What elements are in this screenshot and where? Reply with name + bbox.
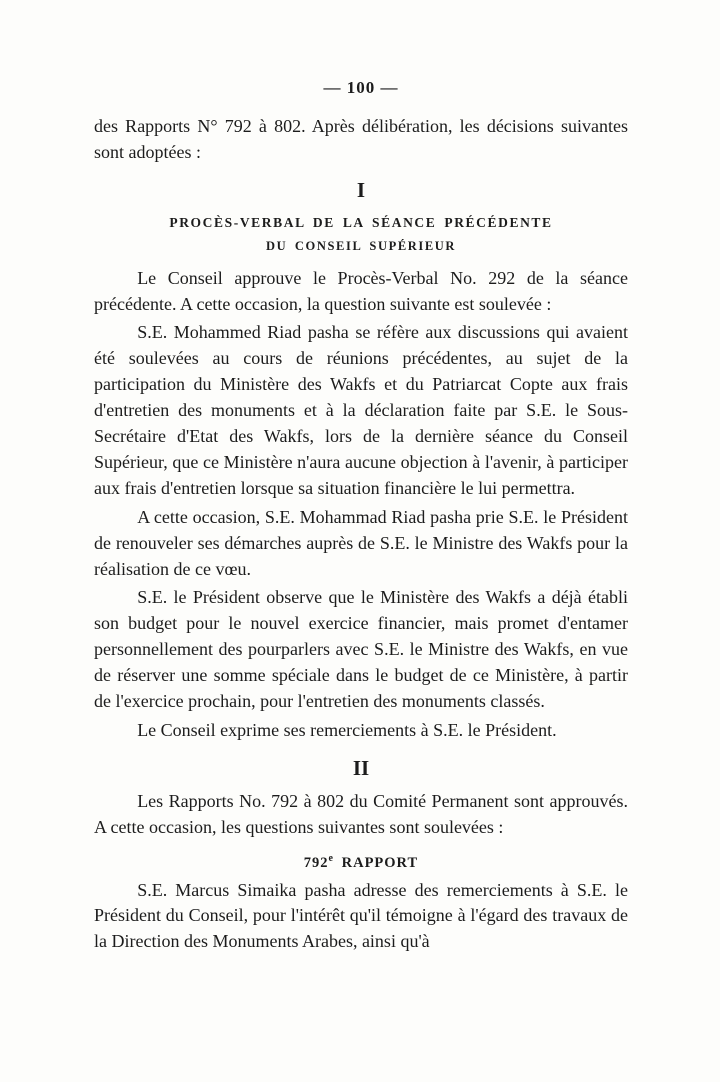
paragraph: S.E. Marcus Simaika pasha adresse des remerciements à S.E. le Président du Conseil, pour l'intérêt qu'il témoigne à l'égard des travaux de la Direction des Monuments Arabes, ainsi qu'à (94, 879, 628, 952)
section-1-heading-line-1: PROCÈS-VERBAL DE LA SÉANCE PRÉCÉDENTE (169, 214, 553, 230)
paragraph: Le Conseil exprime ses remerciements à S.E. le Président. (137, 720, 557, 741)
section-1 (94, 178, 628, 744)
report-number: 792 (303, 854, 329, 871)
report-number-superscript: e (328, 852, 334, 864)
section-2-numeral: II (352, 755, 370, 780)
report-label: RAPPORT (341, 854, 419, 871)
section-1-numeral: I (356, 177, 366, 202)
paragraph: S.E. le Président observe que le Ministère des Wakfs a déjà établi son budget pour le nouvel exercice financier, mais promet d'entamer personnellement des pourparlers avec S.E. le Ministre des Wakfs, en vue de réserver une somme spéciale dans le budget de ce Ministère, à partir de l'exercice prochain, pour l'entretien des monuments classés. (94, 587, 628, 712)
page-number: — 100 — (323, 78, 399, 97)
paragraph: S.E. Mohammed Riad pasha se réfère aux discussions qui avaient été soulevées au cours de réunions précédentes, au sujet de la participation du Ministère des Wakfs et du Patriarcat Copte aux frais d'entretien des monuments et à la déclaration faite par S.E. le Sous-Secrétaire d'Etat des Wakfs, lors de la dernière séance du Conseil Supérieur, que ce Ministère n'aura aucune objection à l'avenir, à participer aux frais d'entretien lorsque sa situation financière le lui permettra. (94, 322, 628, 498)
paragraph: A cette occasion, S.E. Mohammad Riad pasha prie S.E. le Président de renouveler ses démarches auprès de S.E. le Ministre des Wakfs pour la réalisation de ce vœu. (94, 506, 628, 579)
report-792-heading (94, 853, 628, 872)
section-1-heading-line-2: DU CONSEIL SUPÉRIEUR (265, 239, 457, 254)
paragraph: Le Conseil approuve le Procès-Verbal No. 292 de la séance précédente. A cette occasion, la question suivante est soulevée : (94, 267, 628, 314)
intro-paragraph: des Rapports N° 792 à 802. Après délibération, les décisions suivantes sont adoptées : (94, 116, 628, 162)
section-2 (94, 756, 628, 955)
paragraph: Les Rapports No. 792 à 802 du Comité Permanent sont approuvés. A cette occasion, les questions suivantes sont soulevées : (94, 790, 628, 837)
